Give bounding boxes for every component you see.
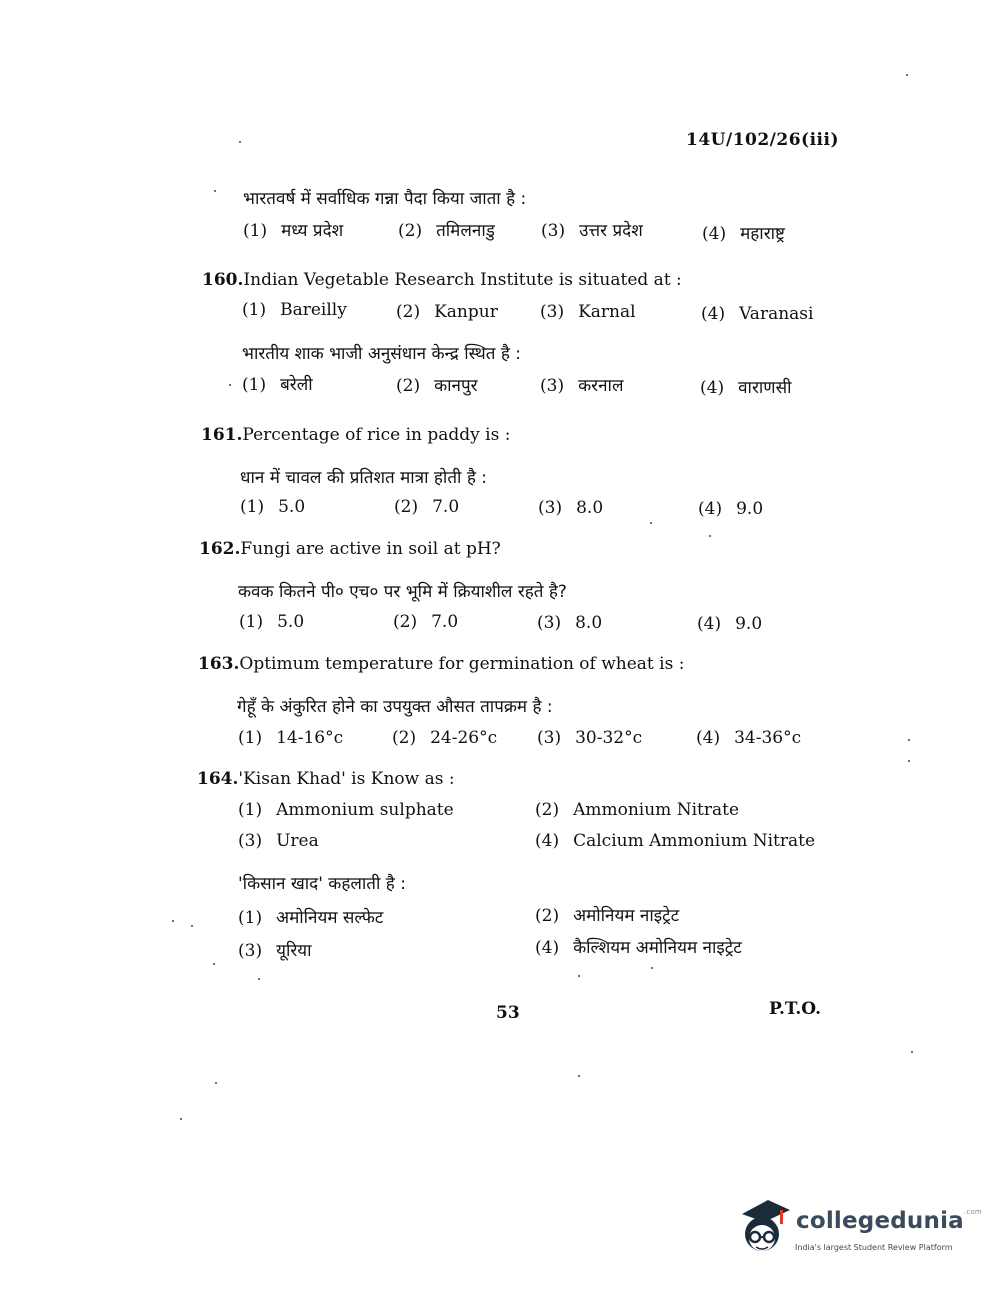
question-text: 'Kisan Khad' is Know as : [238,769,455,789]
option-number: (3) [538,498,563,518]
option-text: Ammonium sulphate [276,800,454,820]
option-text: 8.0 [575,613,603,633]
option-number: (4) [700,378,725,398]
brand-tagline: India's largest Student Review Platform [795,1243,953,1252]
option-text: 34-36°c [734,728,802,748]
option-number: (1) [242,300,267,320]
q162-hindi-question: कवक कितने पी० एच० पर भूमि में क्रियाशील रहते है? [238,582,567,602]
option-number: (1) [238,800,263,820]
q163-question [198,654,684,674]
q162-option-3 [537,613,602,633]
option-text: 14-16°c [276,728,344,748]
q159-hindi-option-1 [243,218,343,241]
option-number: (4) [696,728,721,748]
q160-hindi-option-1 [242,372,313,395]
option-number: (3) [238,831,263,851]
option-number: (1) [243,221,268,241]
option-number: (3) [540,302,565,322]
q160-hindi-option-4 [700,375,792,398]
option-number: (2) [535,906,560,926]
option-number: (4) [535,831,560,851]
option-text: 9.0 [735,614,763,634]
q162-question [199,539,501,559]
q159-hindi-option-4 [702,221,785,244]
option-text: 5.0 [277,612,305,632]
option-number: (4) [701,304,726,324]
option-text: 9.0 [736,499,764,519]
option-number: (2) [396,302,421,322]
q160-question [202,270,682,290]
option-text: Varanasi [739,304,814,324]
option-text: तमिलनाडु [436,221,495,241]
q161-hindi-question: धान में चावल की प्रतिशत मात्रा होती है : [240,468,487,488]
option-text: उत्तर प्रदेश [579,221,643,241]
option-number: (4) [697,614,722,634]
q164-option-2 [535,800,739,820]
brand-suffix: .com [963,1208,982,1216]
q161-option-2 [394,497,459,517]
q162-option-4 [697,614,762,634]
option-number: (3) [537,613,562,633]
option-number: (2) [394,497,419,517]
option-number: (2) [535,800,560,820]
option-number: (1) [240,497,265,517]
option-number: (3) [537,728,562,748]
q164-hindi-question: 'किसान खाद' कहलाती है : [238,874,406,894]
option-number: (4) [535,938,560,958]
option-number: (2) [398,221,423,241]
option-text: वाराणसी [738,378,792,398]
brand-name: collegedunia [796,1208,964,1234]
option-text: 24-26°c [430,728,498,748]
q160-option-1 [242,300,347,320]
q161-option-4 [698,499,763,519]
paper-code: 14U/102/26(iii) [686,130,840,150]
q160-option-2 [396,302,498,322]
option-number: (2) [392,728,417,748]
option-number: (1) [238,728,263,748]
option-text: 7.0 [432,497,460,517]
q164-option-4 [535,831,815,851]
option-text: बरेली [280,375,313,395]
page-number: 53 [496,1003,520,1023]
option-number: (2) [396,376,421,396]
q160-hindi-option-3 [540,373,623,396]
option-text: 5.0 [278,497,306,517]
q159-hindi-option-3 [541,218,643,241]
q163-option-1 [238,728,343,748]
option-text: 30-32°c [575,728,643,748]
q164-hindi-option-4 [535,935,742,958]
q164-option-3 [238,831,319,851]
option-text: यूरिया [276,941,312,961]
q160-option-4 [701,304,813,324]
q162-option-1 [239,612,304,632]
q163-hindi-question: गेहूँ के अंकुरित होने का उपयुक्त औसत तापक्रम है : [237,697,553,717]
question-number: 162. [199,539,241,559]
option-text: अमोनियम सल्फेट [276,908,384,928]
q161-option-3 [538,498,603,518]
option-text: Karnal [578,302,636,322]
q161-option-1 [240,497,305,517]
question-number: 164. [197,769,239,789]
q162-option-2 [393,612,458,632]
question-text: Optimum temperature for germination of wheat is : [239,654,685,674]
q163-option-2 [392,728,497,748]
option-number: (3) [541,221,566,241]
question-number: 160. [202,270,244,290]
q160-hindi-option-2 [396,373,478,396]
q159-hindi-option-2 [398,218,495,241]
q159-hindi-question: भारतवर्ष में सर्वाधिक गन्ना पैदा किया जाता है : [243,189,527,209]
question-text: Fungi are active in soil at pH? [240,539,501,559]
option-number: (1) [242,375,267,395]
option-number: (1) [238,908,263,928]
option-number: (2) [393,612,418,632]
option-text: अमोनियम नाइट्रेट [573,906,680,926]
q160-option-3 [540,302,636,322]
option-text: Kanpur [434,302,498,322]
option-text: करनाल [578,376,624,396]
option-text: Urea [276,831,319,851]
option-number: (1) [239,612,264,632]
option-text: Ammonium Nitrate [573,800,740,820]
q164-question [197,769,455,789]
option-number: (3) [238,941,263,961]
option-text: 7.0 [431,612,459,632]
q164-hindi-option-1 [238,905,383,928]
option-text: मध्य प्रदेश [281,221,344,241]
q161-question [201,425,510,445]
option-text: Calcium Ammonium Nitrate [573,831,816,851]
option-number: (4) [698,499,723,519]
question-number: 161. [201,425,243,445]
collegedunia-brand [796,1208,982,1234]
q163-option-3 [537,728,642,748]
q164-option-1 [238,800,454,820]
option-text: महाराष्ट्र [740,224,785,244]
q164-hindi-option-3 [238,938,312,961]
option-number: (3) [540,376,565,396]
option-text: Bareilly [280,300,347,320]
option-text: कानपुर [434,376,478,396]
q164-hindi-option-2 [535,903,679,926]
option-text: 8.0 [576,498,604,518]
pto-label: P.T.O. [769,999,821,1019]
question-number: 163. [198,654,240,674]
option-text: कैल्शियम अमोनियम नाइट्रेट [573,938,742,958]
question-text: Percentage of rice in paddy is : [242,425,511,445]
q163-option-4 [696,728,801,748]
option-number: (4) [702,224,727,244]
q160-hindi-question: भारतीय शाक भाजी अनुसंधान केन्द्र स्थित है : [242,344,522,364]
question-text: Indian Vegetable Research Institute is situated at : [243,270,682,290]
